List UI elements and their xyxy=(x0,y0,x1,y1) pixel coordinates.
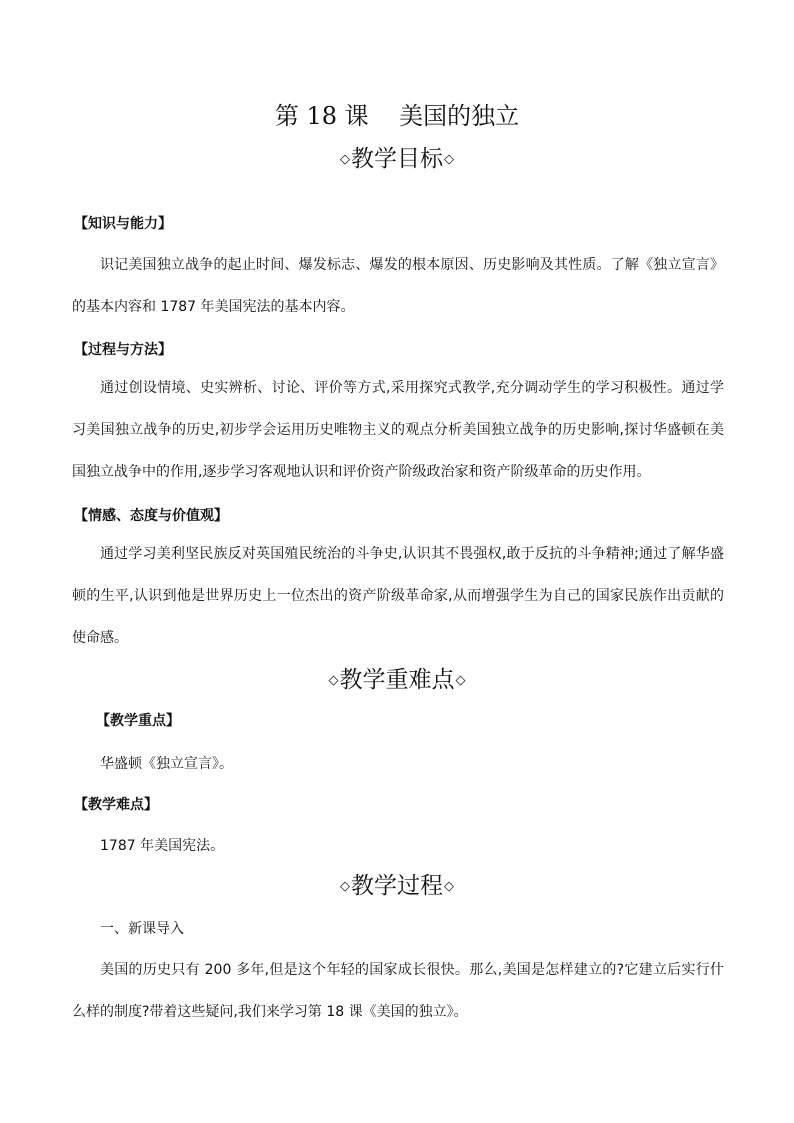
section-label-objectives: 教学目标 xyxy=(351,146,443,172)
diamond-icon: ◇ xyxy=(340,152,350,167)
heading-difficulty: 【教学难点】 xyxy=(74,797,158,813)
diamond-icon: ◇ xyxy=(444,152,454,167)
paragraph-method: 通过创设情境、史实辨析、讨论、评价等方式,采用探究式教学,充分调动学生的学习积极性。通过学习美国独立战争的历史,初步学会运用历史唯物主义的观点分析美国独立战争的历史影响,探讨华盛顿在美国独立战争中的作用,逐步学习客观地认识和评价资产阶级政治家和资产阶级革命的历史作用。 xyxy=(72,380,724,480)
paragraph-new-lesson-intro: 美国的历史只有 200 多年,但是这个年轻的国家成长很快。那么,美国是怎样建立的?它建立后实行什么样的制度?带着这些疑问,我们来学习第 18 课《美国的独立》。 xyxy=(72,962,724,1020)
paragraph-difficulty: 1787 年美国宪法。 xyxy=(100,838,225,854)
diamond-icon: ◇ xyxy=(455,673,466,688)
section-title-objectives xyxy=(0,142,794,177)
diamond-icon: ◇ xyxy=(328,673,339,688)
heading-focus: 【教学重点】 xyxy=(96,713,180,729)
section-title-process xyxy=(0,869,794,904)
section-label-process: 教学过程 xyxy=(351,873,443,899)
section-title-key-points xyxy=(0,663,794,698)
paragraph-knowledge: 识记美国独立战争的起止时间、爆发标志、爆发的根本原因、历史影响及其性质。了解《独立宣言》的基本内容和 1787 年美国宪法的基本内容。 xyxy=(72,257,724,315)
section-label-key-points: 教学重难点 xyxy=(339,667,455,693)
heading-method: 【过程与方法】 xyxy=(74,342,172,358)
heading-emotion: 【情感、态度与价值观】 xyxy=(74,508,228,524)
lesson-title: 第 18 课 美国的独立 xyxy=(274,102,520,130)
heading-knowledge: 【知识与能力】 xyxy=(74,216,172,232)
diamond-icon: ◇ xyxy=(444,879,454,894)
paragraph-focus: 华盛顿《独立宣言》。 xyxy=(100,756,233,772)
diamond-icon: ◇ xyxy=(340,879,350,894)
heading-new-lesson-intro: 一、新课导入 xyxy=(100,921,184,937)
paragraph-emotion: 通过学习美利坚民族反对英国殖民统治的斗争史,认识其不畏强权,敢于反抗的斗争精神;通过了解华盛顿的生平,认识到他是世界历史上一位杰出的资产阶级革命家,从而增强学生为自己的国家民族作出贡献的使命感。 xyxy=(72,546,724,646)
